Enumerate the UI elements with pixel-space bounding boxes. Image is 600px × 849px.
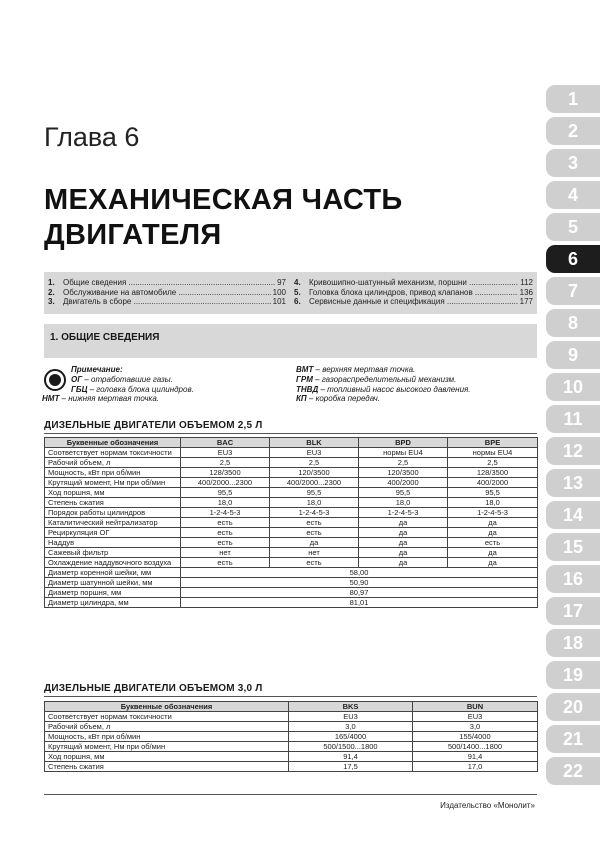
chapter-tab-22[interactable]: 22 — [546, 757, 600, 785]
table-row — [45, 518, 538, 528]
table-row — [45, 488, 538, 498]
table-row — [45, 458, 538, 468]
cell-value: 95,5 — [181, 488, 270, 498]
table2-heading: ДИЗЕЛЬНЫЕ ДВИГАТЕЛИ ОБЪЕМОМ 3,0 Л — [44, 683, 263, 694]
row-label: Ход поршня, мм — [45, 752, 289, 762]
cell-value: 95,5 — [270, 488, 359, 498]
cell-value: есть — [448, 538, 538, 548]
chapter-tab-2[interactable]: 2 — [546, 117, 600, 145]
chapter-tab-11[interactable]: 11 — [546, 405, 600, 433]
chapter-tab-4[interactable]: 4 — [546, 181, 600, 209]
cell-value: 120/3500 — [359, 468, 448, 478]
contents-entry-page: 100 — [272, 287, 286, 297]
cell-value: да — [359, 528, 448, 538]
chapter-tab-16[interactable]: 16 — [546, 565, 600, 593]
cell-value: 1-2-4-5-3 — [448, 508, 538, 518]
chapter-tab-17[interactable]: 17 — [546, 597, 600, 625]
cell-value: да — [359, 518, 448, 528]
header-engine-code: BUN — [413, 702, 538, 712]
note-item: ТНВД – топливный насос высокого давления. — [296, 384, 471, 394]
chapter-tab-3[interactable]: 3 — [546, 149, 600, 177]
table-row — [45, 548, 538, 558]
contents-column-left — [48, 278, 286, 307]
contents-entry[interactable] — [294, 288, 533, 298]
table-row — [45, 712, 538, 722]
row-label: Соответствует нормам токсичности — [45, 448, 181, 458]
chapter-tab-1[interactable]: 1 — [546, 85, 600, 113]
row-label: Степень сжатия — [45, 498, 181, 508]
chapter-tab-6[interactable]: 6 — [546, 245, 600, 273]
cell-value: нет — [270, 548, 359, 558]
cell-value: 80,97 — [181, 588, 538, 598]
chapter-tab-7[interactable]: 7 — [546, 277, 600, 305]
contents-entry[interactable] — [48, 297, 286, 307]
chapter-label: Глава 6 — [44, 122, 140, 152]
row-label: Охлаждение наддувочного воздуха — [45, 558, 181, 568]
table-row — [45, 558, 538, 568]
chapter-tab-15[interactable]: 15 — [546, 533, 600, 561]
notes-right — [296, 365, 541, 404]
note-item: КП – коробка передач. — [296, 394, 380, 404]
section-title: 1. ОБЩИЕ СВЕДЕНИЯ — [50, 332, 160, 343]
row-label: Мощность, кВт при об/мин — [45, 732, 289, 742]
chapter-tab-9[interactable]: 9 — [546, 341, 600, 369]
cell-value: EU3 — [413, 712, 538, 722]
row-label: Мощность, кВт при об/мин — [45, 468, 181, 478]
contents-entry[interactable] — [48, 288, 286, 298]
chapter-tab-13[interactable]: 13 — [546, 469, 600, 497]
cell-value: 500/1500...1800 — [289, 742, 413, 752]
row-label: Наддув — [45, 538, 181, 548]
contents-entry-title: Сервисные данные и спецификация ..... — [309, 297, 518, 307]
contents-entry-title: Кривошипно-шатунный механизм, поршни ..... — [309, 278, 518, 288]
cell-value: 128/3500 — [448, 468, 538, 478]
cell-value: 91,4 — [289, 752, 413, 762]
chapter-title-line-1: МЕХАНИЧЕСКАЯ ЧАСТЬ — [44, 184, 403, 216]
cell-value: 17,5 — [289, 762, 413, 772]
row-label: Рабочий объем, л — [45, 458, 181, 468]
contents-entry-page: 101 — [272, 297, 286, 306]
contents-entry-page: 97 — [277, 278, 286, 287]
table-row — [45, 568, 538, 578]
row-label: Степень сжатия — [45, 762, 289, 772]
contents-entry-number: 5. — [294, 287, 301, 297]
header-engine-code: BPD — [359, 438, 448, 448]
contents-entry-page: 112 — [520, 278, 533, 287]
row-label: Каталитический нейтрализатор — [45, 518, 181, 528]
cell-value: 155/4000 — [413, 732, 538, 742]
table-row — [45, 588, 538, 598]
table-row — [45, 752, 538, 762]
cell-value: есть — [181, 528, 270, 538]
header-engine-code: BLK — [270, 438, 359, 448]
cell-value: EU3 — [270, 448, 359, 458]
cell-value: 400/2000 — [448, 478, 538, 488]
cell-value: есть — [270, 558, 359, 568]
header-label: Буквенные обозначения — [45, 438, 181, 448]
cell-value: 2,5 — [181, 458, 270, 468]
cell-value: 18,0 — [448, 498, 538, 508]
contents-entry-number: 6. — [294, 297, 301, 306]
contents-entry[interactable] — [294, 278, 533, 288]
cell-value: 500/1400...1800 — [413, 742, 538, 752]
cell-value: 18,0 — [359, 498, 448, 508]
engine-spec-table-2-5l — [44, 437, 538, 608]
cell-value: 2,5 — [270, 458, 359, 468]
header-label: Буквенные обозначения — [45, 702, 289, 712]
cell-value: EU3 — [289, 712, 413, 722]
cell-value: да — [359, 538, 448, 548]
cell-value: 58,00 — [181, 568, 538, 578]
table-row — [45, 528, 538, 538]
table-row — [45, 762, 538, 772]
table-header-row — [45, 438, 538, 448]
table-row — [45, 732, 538, 742]
cell-value: 1-2-4-5-3 — [359, 508, 448, 518]
contents-entry[interactable] — [294, 297, 533, 307]
engine-spec-table-3-0l — [44, 701, 538, 772]
note-item: ВМТ – верхняя мертвая точка. — [296, 365, 416, 374]
cell-value: да — [359, 548, 448, 558]
contents-entry[interactable] — [48, 278, 286, 288]
contents-entry-number: 1. — [48, 278, 55, 287]
table1-heading: ДИЗЕЛЬНЫЕ ДВИГАТЕЛИ ОБЪЕМОМ 2,5 Л — [44, 420, 263, 431]
cell-value: да — [448, 518, 538, 528]
chapter-tab-14[interactable]: 14 — [546, 501, 600, 529]
table-row — [45, 538, 538, 548]
chapter-tab-18[interactable]: 18 — [546, 629, 600, 657]
cell-value: 400/2000...2300 — [270, 478, 359, 488]
chapter-title — [44, 183, 514, 253]
contents-entry-number: 3. — [48, 297, 55, 306]
contents-entry-title: Двигатель в сборе ..... — [63, 297, 271, 307]
row-label: Крутящий момент, Нм при об/мин — [45, 478, 181, 488]
cell-value: да — [448, 558, 538, 568]
table-row — [45, 598, 538, 608]
cell-value: EU3 — [181, 448, 270, 458]
table-header-row — [45, 702, 538, 712]
row-label: Диаметр поршня, мм — [45, 588, 181, 598]
cell-value: 400/2000 — [359, 478, 448, 488]
contents-column-right — [294, 278, 533, 307]
cell-value: да — [448, 528, 538, 538]
row-label: Соответствует нормам токсичности — [45, 712, 289, 722]
cell-value: 81,01 — [181, 598, 538, 608]
row-label: Сажевый фильтр — [45, 548, 181, 558]
cell-value: 95,5 — [448, 488, 538, 498]
chapter-tab-10[interactable]: 10 — [546, 373, 600, 401]
table-row — [45, 498, 538, 508]
row-label: Рециркуляция ОГ — [45, 528, 181, 538]
note-item: ГБЦ – головка блока цилиндров. — [71, 384, 194, 394]
cell-value: 17,0 — [413, 762, 538, 772]
chapter-contents — [44, 272, 537, 314]
cell-value: 18,0 — [270, 498, 359, 508]
contents-entry-title: Обслуживание на автомобиле ..... — [63, 288, 271, 298]
cell-value: 165/4000 — [289, 732, 413, 742]
cell-value: да — [359, 558, 448, 568]
section-heading-bar — [44, 324, 537, 358]
contents-entry-number: 2. — [48, 287, 55, 297]
cell-value: есть — [270, 528, 359, 538]
cell-value: 400/2000...2300 — [181, 478, 270, 488]
cell-value: да — [270, 538, 359, 548]
cell-value: 18,0 — [181, 498, 270, 508]
cell-value: 2,5 — [359, 458, 448, 468]
row-label: Рабочий объем, л — [45, 722, 289, 732]
chapter-tab-12[interactable]: 12 — [546, 437, 600, 465]
contents-entry-title: Общие сведения ..... — [63, 278, 275, 288]
cell-value: 1-2-4-5-3 — [181, 508, 270, 518]
note-item: ОГ – отработавшие газы. — [71, 374, 173, 384]
chapter-tab-20[interactable]: 20 — [546, 693, 600, 721]
row-label: Ход поршня, мм — [45, 488, 181, 498]
cell-value: 1-2-4-5-3 — [270, 508, 359, 518]
cell-value: нет — [181, 548, 270, 558]
cell-value: 95,5 — [359, 488, 448, 498]
cell-value: 50,90 — [181, 578, 538, 588]
notes-left — [42, 365, 287, 404]
chapter-tab-5[interactable]: 5 — [546, 213, 600, 241]
publisher: Издательство «Монолит» — [440, 801, 535, 810]
row-label: Диаметр коренной шейки, мм — [45, 568, 181, 578]
cell-value: 3,0 — [413, 722, 538, 732]
header-engine-code: BAC — [181, 438, 270, 448]
cell-value: 120/3500 — [270, 468, 359, 478]
chapter-tab-21[interactable]: 21 — [546, 725, 600, 753]
note-heading: Примечание: — [71, 365, 123, 374]
chapter-tab-19[interactable]: 19 — [546, 661, 600, 689]
table-row — [45, 448, 538, 458]
contents-entry-page: 177 — [519, 297, 533, 306]
table-row — [45, 478, 538, 488]
cell-value: 3,0 — [289, 722, 413, 732]
cell-value: есть — [270, 518, 359, 528]
cell-value: нормы EU4 — [448, 448, 538, 458]
cell-value: есть — [181, 538, 270, 548]
table-row — [45, 578, 538, 588]
header-engine-code: BPE — [448, 438, 538, 448]
table-row — [45, 742, 538, 752]
cell-value: да — [448, 548, 538, 558]
header-engine-code: BKS — [289, 702, 413, 712]
cell-value: 128/3500 — [181, 468, 270, 478]
contents-entry-number: 4. — [294, 278, 301, 287]
table-row — [45, 468, 538, 478]
row-label: Крутящий момент, Нм при об/мин — [45, 742, 289, 752]
chapter-tabs — [546, 85, 600, 789]
note-item: НМТ – нижняя мертвая точка. — [42, 394, 159, 404]
table-row — [45, 508, 538, 518]
row-label: Порядок работы цилиндров — [45, 508, 181, 518]
cell-value: 91,4 — [413, 752, 538, 762]
table-row — [45, 722, 538, 732]
table2-heading-rule — [44, 696, 537, 697]
chapter-tab-8[interactable]: 8 — [546, 309, 600, 337]
cell-value: есть — [181, 558, 270, 568]
note-item: ГРМ – газораспределительный механизм. — [296, 374, 457, 384]
table1-heading-rule — [44, 433, 537, 434]
row-label: Диаметр шатунной шейки, мм — [45, 578, 181, 588]
contents-entry-page: 136 — [519, 287, 533, 297]
cell-value: есть — [181, 518, 270, 528]
footer-rule — [44, 794, 537, 795]
row-label: Диаметр цилиндра, мм — [45, 598, 181, 608]
chapter-title-line-2: ДВИГАТЕЛЯ — [44, 219, 222, 251]
contents-entry-title: Головка блока цилиндров, привод клапанов ..... — [309, 288, 518, 298]
cell-value: 2,5 — [448, 458, 538, 468]
cell-value: нормы EU4 — [359, 448, 448, 458]
